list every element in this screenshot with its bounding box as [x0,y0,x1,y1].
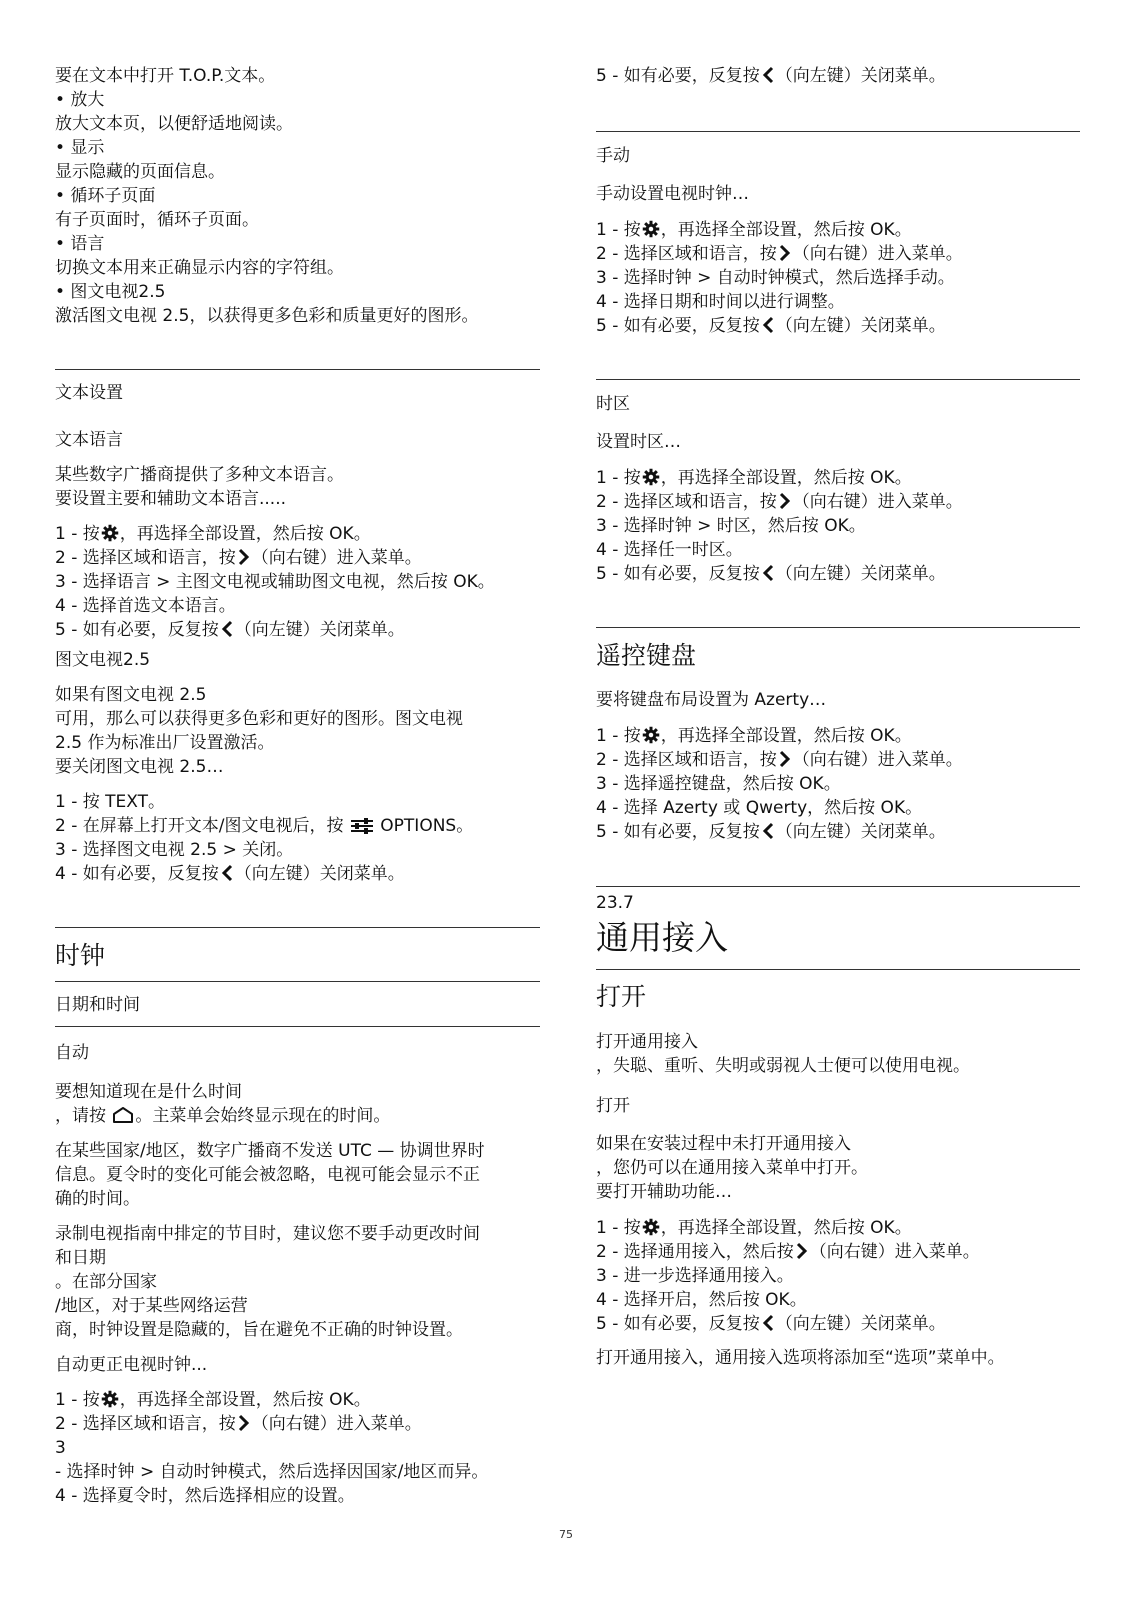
text-run: ，失聪、重听、失明或弱视人士便可以使用电视。 [596,1056,970,1076]
text-line [596,1288,807,1312]
text-run: • 循环子页面 [55,186,156,206]
text-run: 2 - 选择区域和语言，按 [596,492,777,512]
chevron-right-icon [237,1414,251,1439]
text-run: ，再选择全部设置，然后按 OK。 [660,220,912,240]
text-run: （向左键）关闭菜单。 [234,620,405,640]
text-run: 。在部分国家 [55,1272,157,1292]
text-line [55,1080,242,1104]
section-heading [596,981,646,1013]
text-run: 要打开辅助功能… [596,1182,732,1202]
text-run: 4 - 选择 Azerty 或 Qwerty，然后按 OK。 [596,798,923,818]
text-run: 3 [55,1438,66,1458]
text-line [55,487,286,511]
text-line [55,381,123,405]
text-line [55,1294,248,1318]
text-line [596,242,963,269]
text-run: 要在文本中打开 T.O.P.文本。 [55,66,276,86]
text-run: 1 - 按 [55,1390,100,1410]
text-line [55,1412,422,1439]
text-run: 4 - 选择任一时区。 [596,540,743,560]
text-run: 信息。夏令时的变化可能会被忽略，电视可能会显示不正 [55,1165,480,1185]
text-run: 1 - 按 TEXT。 [55,792,166,812]
text-line [596,218,912,245]
text-run: 设置时区… [596,432,681,452]
text-run: 3 - 选择语言 > 主图文电视或辅助图文电视，然后按 OK。 [55,572,495,592]
text-line [596,144,630,168]
text-line [596,392,630,416]
text-line [596,688,826,712]
chevron-left-icon [761,316,775,341]
text-run: 4 - 选择日期和时间以进行调整。 [596,292,845,312]
text-run: 1 - 按 [596,1218,641,1238]
section-heading [596,917,728,959]
section-divider [596,627,1080,628]
text-line [596,562,946,589]
text-run: • 图文电视2.5 [55,282,166,302]
text-line [596,466,912,493]
text-line [596,182,749,206]
text-run: 2 - 选择区域和语言，按 [596,750,777,770]
text-line [596,64,946,91]
text-line [55,112,293,136]
chevron-left-icon [761,66,775,91]
text-run: 如果在安装过程中未打开通用接入 [596,1134,851,1154]
text-line [596,1094,630,1118]
text-run: 2 - 选择区域和语言，按 [55,548,236,568]
text-line [55,618,405,645]
text-run: 3 - 选择图文电视 2.5 > 关闭。 [55,840,294,860]
text-run: ，再选择全部设置，然后按 OK。 [119,1390,371,1410]
text-run: （向左键）关闭菜单。 [775,66,946,86]
text-line [596,1054,970,1078]
text-run: 如果有图文电视 2.5 [55,685,207,705]
text-line [596,1312,946,1339]
text-run: 有子页面时，循环子页面。 [55,210,259,230]
text-run: 2.5 作为标准出厂设置激活。 [55,733,275,753]
section-heading [55,940,105,972]
text-run: 2 - 选择区域和语言，按 [596,244,777,264]
text-line [596,724,912,751]
text-line [596,1346,1005,1370]
text-run: 要将键盘布局设置为 Azerty… [596,690,827,710]
text-line [596,430,681,454]
text-run: （向左键）关闭菜单。 [234,864,405,884]
text-line [55,1436,66,1460]
text-run: （向右键）进入菜单。 [792,244,963,264]
text-line [596,1216,912,1243]
text-run: ，再选择全部设置，然后按 OK。 [119,524,371,544]
section-divider [596,131,1080,132]
text-run: 3 - 进一步选择通用接入。 [596,1266,794,1286]
text-line [596,538,743,562]
text-run: 显示隐藏的页面信息。 [55,162,225,182]
text-run: 打开 [596,982,647,1011]
text-run: 打开通用接入，通用接入选项将添加至“选项”菜单中。 [596,1348,1005,1368]
text-run: 23.7 [596,893,634,913]
text-run: - 选择时钟 > 自动时钟模式，然后选择因国家/地区而异。 [55,1462,489,1482]
text-line [596,772,841,796]
text-line [55,160,225,184]
text-line [55,1222,480,1246]
section-divider [55,927,540,928]
text-run: 要设置主要和辅助文本语言..... [55,489,287,509]
chevron-left-icon [761,822,775,847]
text-line [596,1156,868,1180]
text-run: （向左键）关闭菜单。 [775,1314,946,1334]
text-line [596,314,946,341]
text-line [55,232,104,256]
text-run: ，再选择全部设置，然后按 OK。 [660,726,912,746]
chevron-left-icon [761,564,775,589]
text-line [55,208,259,232]
text-run: （向左键）关闭菜单。 [775,564,946,584]
text-run: ，再选择全部设置，然后按 OK。 [660,1218,912,1238]
text-run: 时钟 [55,941,106,970]
text-line [55,136,104,160]
text-run: 4 - 选择开启，然后按 OK。 [596,1290,807,1310]
text-line [596,1264,794,1288]
text-line [55,304,478,328]
text-run: （向左键）关闭菜单。 [775,316,946,336]
text-line [55,546,422,573]
page-number: 75 [559,1528,573,1541]
text-line [596,1132,851,1156]
text-run: 5 - 如有必要，反复按 [596,822,760,842]
section-divider [55,369,540,370]
home-icon [112,1106,134,1131]
text-run: 图文电视2.5 [55,650,151,670]
text-run: 2 - 选择通用接入，然后按 [596,1242,794,1262]
text-line [596,796,922,820]
text-run: 5 - 如有必要，反复按 [55,620,219,640]
text-line [596,1240,980,1267]
text-line [55,256,344,280]
text-line [596,891,634,915]
text-line [596,820,946,847]
text-run: 商，时钟设置是隐藏的，旨在避免不正确的时钟设置。 [55,1320,463,1340]
text-run: 和日期 [55,1248,106,1268]
text-line [55,1484,355,1508]
section-divider [596,379,1080,380]
text-line [596,1030,698,1054]
text-line [596,290,845,314]
text-run: 1 - 按 [55,524,100,544]
text-line [55,428,123,452]
text-run: 通用接入 [596,918,728,957]
text-line [55,683,206,707]
text-line [55,755,223,779]
text-line [596,266,955,290]
text-line [55,1139,485,1163]
text-run: 要想知道现在是什么时间 [55,1082,242,1102]
text-line [55,1270,157,1294]
text-run: 5 - 如有必要，反复按 [596,1314,760,1334]
text-run: 日期和时间 [55,995,140,1015]
text-run: 文本设置 [55,383,123,403]
options-icon [350,817,374,841]
text-run: • 语言 [55,234,105,254]
text-run: （向左键）关闭菜单。 [775,822,946,842]
text-line [596,748,963,775]
text-run: 自动更正电视时钟... [55,1355,208,1375]
text-run: （向右键）进入菜单。 [792,750,963,770]
text-line [55,88,104,112]
text-run: 手动 [596,146,630,166]
section-divider [55,981,540,982]
text-line [55,463,344,487]
text-line [596,514,866,538]
text-line [55,648,150,672]
text-line [55,1246,106,1270]
chevron-left-icon [761,1314,775,1339]
section-divider [596,969,1080,970]
text-line [55,1388,371,1415]
text-run: 2 - 选择区域和语言，按 [55,1414,236,1434]
text-line [55,1104,390,1131]
text-line [55,280,165,304]
text-run: OPTIONS。 [374,816,474,836]
text-run: 手动设置电视时钟… [596,184,749,204]
text-run: 文本语言 [55,430,123,450]
text-run: 要关闭图文电视 2.5… [55,757,224,777]
text-line [55,790,165,814]
text-run: 3 - 选择遥控键盘，然后按 OK。 [596,774,841,794]
text-line [55,1041,89,1065]
text-run: 5 - 如有必要，反复按 [596,564,760,584]
text-line [55,184,155,208]
text-run: 某些数字广播商提供了多种文本语言。 [55,465,344,485]
text-run: 2 - 在屏幕上打开文本/图文电视后，按 [55,816,349,836]
text-run: 确的时间。 [55,1189,140,1209]
text-run: （向右键）进入菜单。 [251,548,422,568]
section-divider [596,886,1080,887]
text-run: 激活图文电视 2.5，以获得更多色彩和质量更好的图形。 [55,306,479,326]
section-heading [596,640,696,672]
text-line [55,1353,207,1377]
text-run: 放大文本页，以便舒适地阅读。 [55,114,293,134]
chevron-left-icon [220,620,234,645]
text-line [596,490,963,517]
text-run: 录制电视指南中排定的节目时，建议您不要手动更改时间 [55,1224,480,1244]
text-line [55,731,274,755]
text-line [55,594,236,618]
text-run: 遥控键盘 [596,641,697,670]
text-run: ，您仍可以在通用接入菜单中打开。 [596,1158,868,1178]
text-line [55,64,275,88]
text-line [55,1460,488,1484]
text-run: 3 - 选择时钟 > 时区，然后按 OK。 [596,516,866,536]
text-run: （向右键）进入菜单。 [792,492,963,512]
text-run: 5 - 如有必要，反复按 [596,66,760,86]
text-run: • 显示 [55,138,105,158]
text-line [55,1163,480,1187]
text-line [55,522,371,549]
text-run: 时区 [596,394,630,414]
text-line [596,1180,732,1204]
text-run: 5 - 如有必要，反复按 [596,316,760,336]
text-line [55,1187,140,1211]
text-line [55,993,140,1017]
text-run: 4 - 如有必要，反复按 [55,864,219,884]
text-run: 1 - 按 [596,468,641,488]
text-run: 1 - 按 [596,220,641,240]
text-run: 打开通用接入 [596,1032,698,1052]
text-line [55,570,495,594]
text-run: 自动 [55,1043,89,1063]
text-run: 在某些国家/地区，数字广播商不发送 UTC — 协调世界时 [55,1141,485,1161]
text-run: /地区，对于某些网络运营 [55,1296,248,1316]
text-run: （向右键）进入菜单。 [809,1242,980,1262]
text-run: • 放大 [55,90,105,110]
text-run: ，再选择全部设置，然后按 OK。 [660,468,912,488]
chevron-right-icon [795,1242,809,1267]
section-divider [55,1026,540,1027]
text-run: 切换文本用来正确显示内容的字符组。 [55,258,344,278]
text-line [55,814,473,841]
text-line [55,862,405,889]
text-run: 4 - 选择夏令时，然后选择相应的设置。 [55,1486,355,1506]
text-run: ，请按 [55,1106,112,1126]
text-line [55,1318,463,1342]
chevron-left-icon [220,864,234,889]
text-line [55,838,293,862]
text-run: 。主菜单会始终显示现在的时间。 [135,1106,391,1126]
text-run: 3 - 选择时钟 > 自动时钟模式，然后选择手动。 [596,268,955,288]
text-run: 4 - 选择首选文本语言。 [55,596,236,616]
text-run: 1 - 按 [596,726,641,746]
text-run: 可用，那么可以获得更多色彩和更好的图形。图文电视 [55,709,463,729]
text-run: （向右键）进入菜单。 [251,1414,422,1434]
text-line [55,707,463,731]
text-run: 打开 [596,1096,630,1116]
